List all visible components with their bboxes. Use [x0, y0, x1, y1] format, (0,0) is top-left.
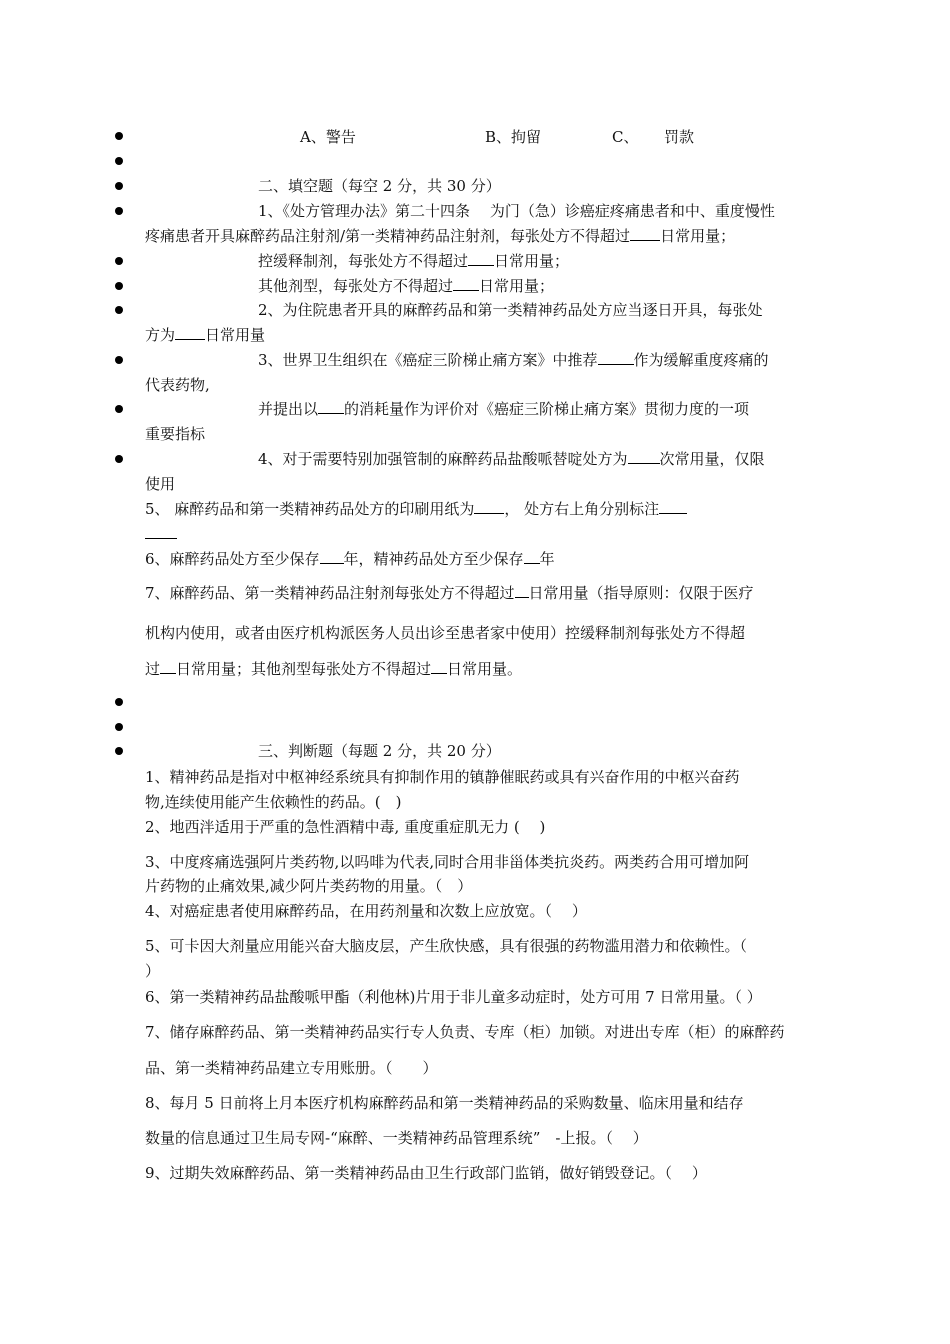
bullet: [115, 282, 123, 290]
question-3-line-3: 并提出以 的消耗量作为评价对《癌症三阶梯止痛方案》贯彻力度的一项: [258, 400, 750, 418]
bullet: [115, 455, 123, 463]
question-4-line-1: 4、对于需要特别加强管制的麻醉药品盐酸哌替啶处方为 次常用量，仅限: [258, 450, 765, 468]
question-4-line-2: 使用: [145, 475, 176, 493]
judgement-1-line-2: 物,连续使用能产生依赖性的药品。( ): [145, 793, 402, 811]
question-1-line-2: 疼痛患者开具麻醉药品注射剂/第一类精神药品注射剂，每张处方不得超过 日常用量；: [145, 227, 736, 245]
question-3-line-2: 代表药物,: [145, 376, 210, 394]
bullet: [115, 306, 123, 314]
question-2-line-1: 2、为住院患者开具的麻醉药品和第一类精神药品处方应当逐日开具，每张处: [258, 301, 763, 319]
section-heading-judgement: 三、判断题（每题 2 分，共 20 分）: [258, 742, 501, 760]
question-2-line-2: 方为 日常用量: [145, 326, 266, 344]
question-1-line-3: 控缓释制剂，每张处方不得超过 日常用量；: [258, 252, 570, 270]
judgement-9: 9、过期失效麻醉药品、第一类精神药品由卫生行政部门监销，做好销毁登记。（ ）: [145, 1164, 707, 1182]
bullet: [115, 207, 123, 215]
bullet: [115, 132, 123, 140]
question-3-line-4: 重要指标: [145, 425, 206, 443]
question-3-line-1: 3、世界卫生组织在《癌症三阶梯止痛方案》中推荐 作为缓解重度疼痛的: [258, 351, 769, 369]
bullet: [115, 356, 123, 364]
question-7-line-2: 机构内使用，或者由医疗机构派医务人员出诊至患者家中使用）控缓释制剂每张处方不得超: [145, 624, 746, 642]
judgement-2: 2、地西泮适用于严重的急性酒精中毒, 重度重症肌无力 ( ): [145, 818, 546, 836]
option-a: A、警告: [300, 128, 356, 146]
judgement-7-line-1: 7、储存麻醉药品、第一类精神药品实行专人负责、专库（柜）加锁。对进出专库（柜）的麻醉药: [145, 1023, 785, 1041]
bullet: [115, 405, 123, 413]
judgement-8-line-2: 数量的信息通过卫生局专网-“麻醉、一类精神药品管理系统” -上报。（ ）: [145, 1129, 648, 1147]
question-7-line-1: 7、麻醉药品、第一类精神药品注射剂每张处方不得超过 日常用量（指导原则：仅限于医疗: [145, 584, 754, 602]
bullet: [115, 723, 123, 731]
judgement-3-line-1: 3、中度疼痛选强阿片类药物,以吗啡为代表,同时合用非甾体类抗炎药。两类药合用可增加阿: [145, 853, 750, 871]
question-1-line-4: 其他剂型，每张处方不得超过 日常用量；: [258, 277, 555, 295]
section-heading-fill-blank: 二、填空题（每空 2 分，共 30 分）: [258, 177, 501, 195]
judgement-5-line-2: ）: [145, 962, 161, 980]
judgement-3-line-2: 片药物的止痛效果,减少阿片类药物的用量。（ ）: [145, 877, 473, 895]
judgement-1-line-1: 1、精神药品是指对中枢神经系统具有抑制作用的镇静催眠药或具有兴奋作用的中枢兴奋药: [145, 768, 740, 786]
judgement-8-line-1: 8、每月 5 日前将上月本医疗机构麻醉药品和第一类精神药品的采购数量、临床用量和结存: [145, 1094, 744, 1112]
question-7-line-3: 过 日常用量；其他剂型每张处方不得超过 日常用量。: [145, 660, 523, 678]
question-6: 6、麻醉药品处方至少保存 年，精神药品处方至少保存 年: [145, 550, 555, 568]
question-1-line-1: 1、《处方管理办法》第二十四条 为门（急）诊癌症疼痛患者和中、重度慢性: [258, 202, 775, 220]
bullet: [115, 747, 123, 755]
judgement-5-line-1: 5、可卡因大剂量应用能兴奋大脑皮层，产生欣快感，具有很强的药物滥用潜力和依赖性。（: [145, 937, 748, 955]
option-b: B、拘留: [485, 128, 542, 146]
bullet: [115, 257, 123, 265]
bullet: [115, 182, 123, 190]
bullet: [115, 157, 123, 165]
bullet: [115, 698, 123, 706]
question-5-line-1: 5、 麻醉药品和第一类精神药品处方的印刷用纸为 ， 处方右上角分别标注: [145, 497, 687, 521]
option-c-letter: C、: [612, 128, 639, 146]
question-5-line-2: [145, 522, 177, 546]
judgement-7-line-2: 品、第一类精神药品建立专用账册。（ ）: [145, 1059, 438, 1077]
option-c-text: 罚款: [664, 128, 695, 146]
judgement-6: 6、第一类精神药品盐酸哌甲酯（利他林)片用于非儿童多动症时，处方可用 7 日常用量。（ ）: [145, 988, 762, 1006]
judgement-4: 4、对癌症患者使用麻醉药品，在用药剂量和次数上应放宽。（ ）: [145, 902, 587, 920]
